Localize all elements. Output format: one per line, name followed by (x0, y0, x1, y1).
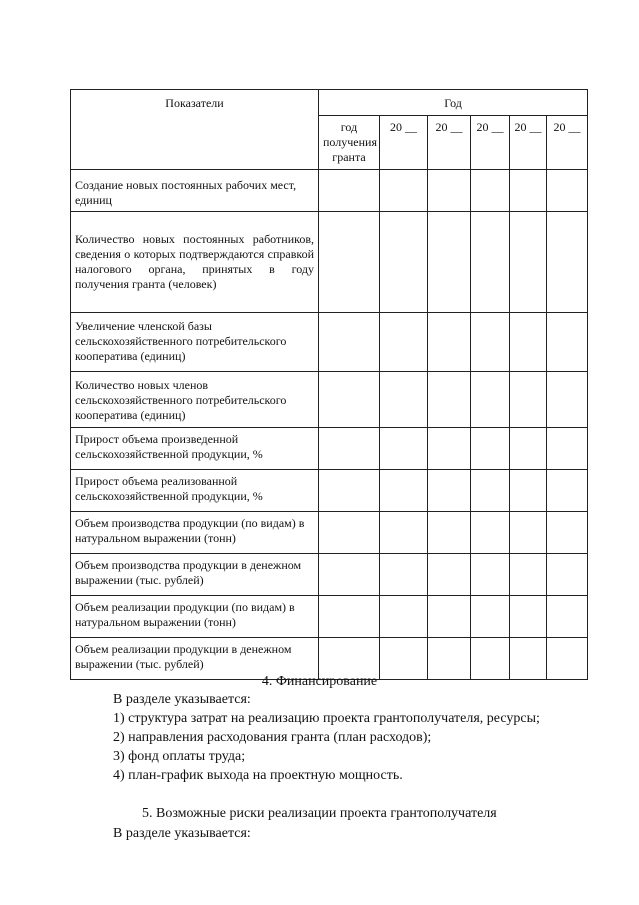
table-row (71, 596, 588, 638)
table-row (71, 372, 588, 428)
table-row (71, 428, 588, 470)
table-cell (319, 512, 380, 554)
table-cell (510, 554, 547, 596)
row-label: Увеличение членской базы сельскохозяйственного потребительского кооператива (единиц) (71, 313, 319, 372)
table-cell (471, 554, 510, 596)
table-cell (471, 212, 510, 313)
table-cell (547, 313, 588, 372)
table-cell (380, 212, 428, 313)
year-subheader-grant: год получения гранта (319, 116, 380, 170)
table-cell (319, 372, 380, 428)
table-cell (428, 428, 471, 470)
row-label: Объем производства продукции в денежном выражении (тыс. рублей) (71, 554, 319, 596)
table-cell (380, 596, 428, 638)
table-cell (428, 372, 471, 428)
section-4-item: 2) направления расходования гранта (план расходов); (113, 730, 432, 745)
table-cell (471, 372, 510, 428)
table-cell (547, 428, 588, 470)
table-row (71, 512, 588, 554)
table-cell (319, 313, 380, 372)
table-cell (510, 470, 547, 512)
table-cell (471, 313, 510, 372)
table-cell (510, 372, 547, 428)
table-cell (428, 512, 471, 554)
year-subheader: 20 __ (547, 116, 588, 170)
table-row (71, 212, 588, 313)
table-cell (547, 170, 588, 212)
table-cell (319, 470, 380, 512)
row-label: Объем производства продукции (по видам) в натуральном выражении (тонн) (71, 512, 319, 554)
table-cell (547, 596, 588, 638)
table-cell (319, 170, 380, 212)
table-cell (547, 372, 588, 428)
table-cell (380, 428, 428, 470)
section-4-item: 4) план-график выхода на проектную мощность. (113, 768, 403, 783)
table-cell (510, 313, 547, 372)
year-subheader: 20 __ (510, 116, 547, 170)
row-label: Создание новых постоянных рабочих мест, единиц (71, 170, 319, 212)
table-row (71, 470, 588, 512)
table-cell (510, 170, 547, 212)
table-row (71, 554, 588, 596)
table-cell (510, 428, 547, 470)
table-cell (510, 512, 547, 554)
table-cell (510, 596, 547, 638)
year-subheader: 20 __ (380, 116, 428, 170)
table-cell (471, 428, 510, 470)
row-label: Объем реализации продукции в денежном выражении (тыс. рублей) (71, 638, 319, 680)
table-cell (380, 170, 428, 212)
year-column-header: Год (319, 90, 588, 116)
year-subheader: 20 __ (471, 116, 510, 170)
section-4-intro: В разделе указывается: (113, 692, 251, 707)
table-row (71, 313, 588, 372)
section-4-item: 3) фонд оплаты труда; (113, 749, 246, 764)
table-cell (319, 596, 380, 638)
table-cell (380, 470, 428, 512)
table-cell (428, 470, 471, 512)
table-cell (428, 212, 471, 313)
table-cell (547, 470, 588, 512)
table-cell (319, 554, 380, 596)
table-cell (380, 313, 428, 372)
table-cell (471, 470, 510, 512)
section-4-title: 4. Финансирование (261, 674, 378, 689)
section-4-item: 1) структура затрат на реализацию проекта грантополучателя, ресурсы; (113, 711, 540, 726)
table-cell (428, 170, 471, 212)
row-label: Прирост объема произведенной сельскохозяйственной продукции, % (71, 428, 319, 470)
indicators-table (70, 89, 588, 680)
table-cell (428, 554, 471, 596)
table-cell (380, 512, 428, 554)
row-label: Количество новых членов сельскохозяйственного потребительского кооператива (единиц) (71, 372, 319, 428)
year-subheader: 20 __ (428, 116, 471, 170)
table-row (71, 170, 588, 212)
table-cell (471, 512, 510, 554)
table-cell (428, 596, 471, 638)
row-label: Объем реализации продукции (по видам) в натуральном выражении (тонн) (71, 596, 319, 638)
table-cell (319, 212, 380, 313)
table-cell (547, 554, 588, 596)
row-label: Количество новых постоянных работников, сведения о которых подтверждаются справкой налогового органа, принятых в году получения гранта (человек) (71, 212, 319, 313)
indicator-column-header: Показатели (71, 90, 319, 170)
table-cell (428, 313, 471, 372)
table-cell (380, 554, 428, 596)
table-cell (547, 212, 588, 313)
table-cell (471, 170, 510, 212)
table-cell (380, 372, 428, 428)
section-5-title: 5. Возможные риски реализации проекта грантополучателя (142, 806, 497, 821)
row-label: Прирост объема реализованной сельскохозяйственной продукции, % (71, 470, 319, 512)
table-cell (319, 428, 380, 470)
table-cell (471, 596, 510, 638)
table-cell (510, 212, 547, 313)
section-5-intro: В разделе указывается: (113, 826, 251, 841)
table-cell (547, 512, 588, 554)
